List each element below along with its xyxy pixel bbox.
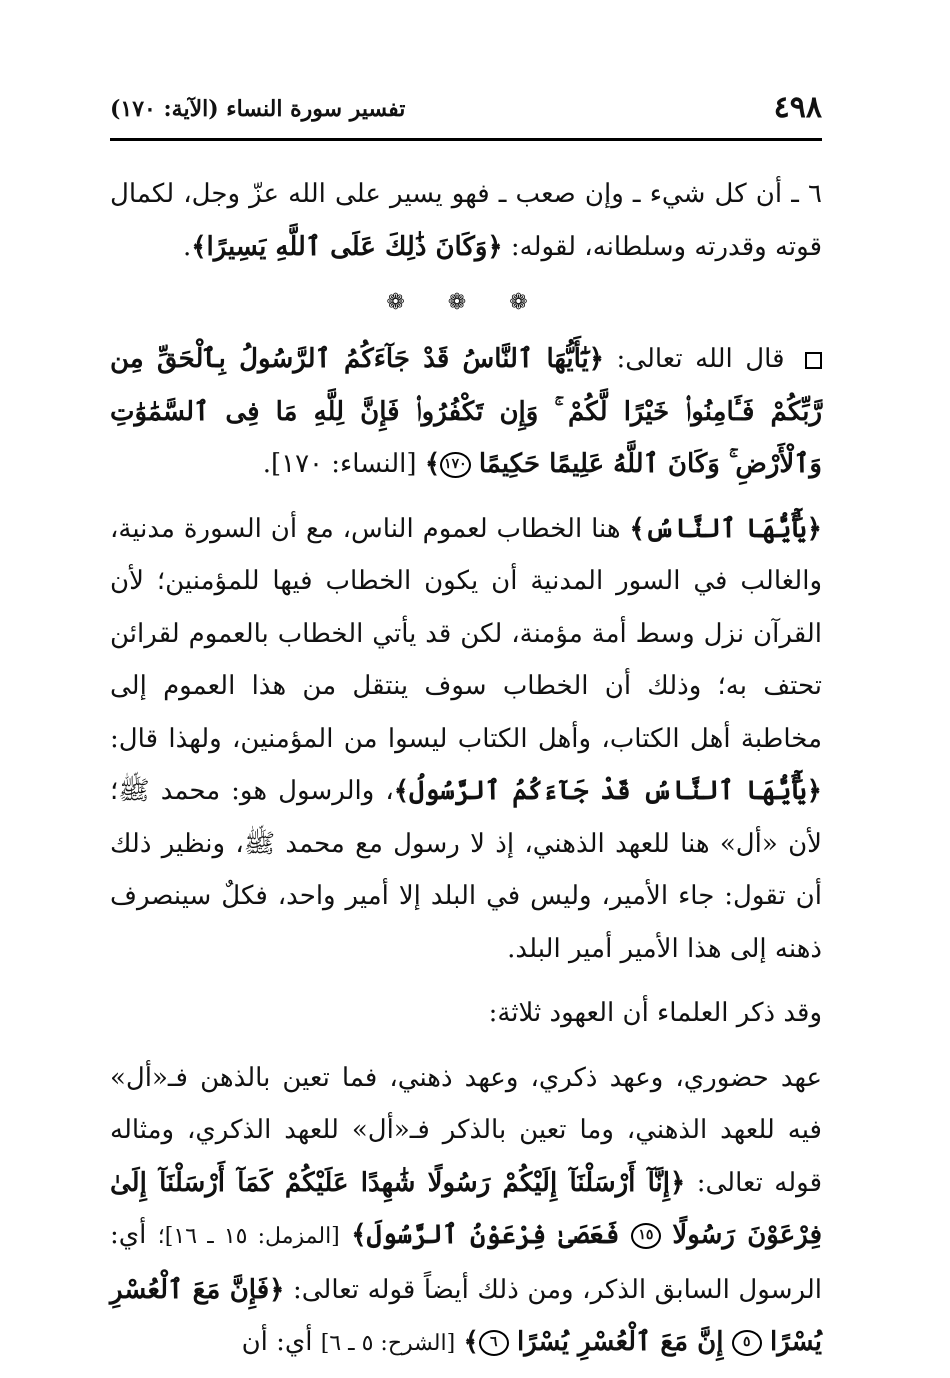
covenants-verse-1: ﴿إِنَّآ أَرْسَلْنَآ إِلَيْكُمْ رَسُولًا شَٰهِدًا عَلَيْكُمْ كَمَآ أَرْسَلْنَآ إِلَىٰ فِرْعَوْنَ رَسُولًا [110,1167,823,1250]
covenants-paragraph [110,1052,822,1371]
square-bullet-icon [805,352,822,369]
point-6-paragraph [110,168,822,273]
covenants-close-bracket: ﴾ [463,1327,479,1357]
point-6-text: ٦ ـ أن كل شيء ـ وإن صعب ـ فهو يسير على الله عزّ وجل، لكمال قوته وقدرته وسلطانه، لقوله: [110,179,822,262]
explanation-verse-1: ﴿يَٰٓأَيُّهَا ٱلنَّاسُ﴾ [629,513,823,544]
quote-intro: قال الله تعالى: [616,344,785,374]
quote-reference: [النساء: ١٧٠]. [262,449,417,479]
ayah-number-marker: ١٧٠ [440,452,471,478]
covenants-reference-2: [الشرح: ٥ ـ ٦] [320,1331,456,1356]
covenants-text-2: أي: الرسول السابق الذكر، ومن ذلك أيضاً قوله تعالى: [110,1220,823,1305]
covenants-verse-2: ﴿فَإِنَّ مَعَ ٱلْعُسْرِ يُسْرًا [110,1274,822,1357]
covenants-reference-1: [المزمل: ١٥ ـ ١٦]؛ [157,1224,340,1249]
section-divider-ornament: ❁ ❁ ❁ [386,290,546,315]
explanation-text-2: ، والرسول هو: محمد ﷺ؛ لأن «أل» هنا للعهد الذهني، إذ لا رسول مع محمد ﷺ، ونظير ذلك أن تقول: جاء الأمير، وليس في البلد إلا أمير واحد، فكلٌ سينصرف ذهنه إلى هذا الأمير أمير البلد. [110,776,822,964]
ayah-number-marker: ١٥ [631,1223,661,1249]
quran-quote-paragraph [110,333,822,491]
ayah-number-marker: ٥ [732,1330,762,1356]
ayah-number-marker: ٦ [479,1330,509,1356]
page-number: ٤٩٨ [773,90,822,125]
explanation-verse-2: ﴿يَٰٓأَيُّهَا ٱلنَّاسُ قَدْ جَآءَكُمُ ٱلرَّسُولُ﴾ [393,776,822,806]
point-6-end: . [182,231,192,262]
running-title: تفسير سورة النساء (الآية: ١٧٠) [110,96,406,122]
quote-verse: ﴿يَٰٓأَيُّهَا ٱلنَّاسُ قَدْ جَآءَكُمُ ٱلرَّسُولُ بِٱلْحَقِّ مِن رَّبِّكُمْ فَـَٔامِنُوا۟ خَيْرًا لَّكُمْ ۚ وَإِن تَكْفُرُوا۟ فَإِنَّ لِلَّهِ مَا فِى ٱلسَّمَٰوَٰتِ وَٱلْأَرْضِ ۚ وَكَانَ ٱللَّهُ عَلِيمًا حَكِيمًا [110,344,822,479]
covenants-intro-paragraph: وقد ذكر العلماء أن العهود ثلاثة: [488,998,822,1028]
covenants-verse-2b: إِنَّ مَعَ ٱلْعُسْرِ يُسْرًا [516,1327,724,1357]
covenants-text-3: أي: أن [241,1327,313,1357]
point-6-verse: ﴿وَكَانَ ذَٰلِكَ عَلَى ٱللَّهِ يَسِيرًا﴾ [191,231,503,262]
covenants-verse-1b: فَعَصَىٰ فِرْعَوْنُ ٱلرَّسُولَ﴾ [351,1220,620,1250]
explanation-paragraph [110,503,822,976]
covenants-text-1: عهد حضوري، وعهد ذكري، وعهد ذهني، فما تعين بالذهن فـ«أل» فيه للعهد الذهني، وما تعين بالذكر فـ«أل» للعهد الذكري، ومثاله قوله تعالى: [110,1062,822,1198]
explanation-text-1: هنا الخطاب لعموم الناس، مع أن السورة مدنية، والغالب في السور المدنية أن يكون الخطاب فيها للمؤمنين؛ لأن القرآن نزل وسط أمة مؤمنة، لكن قد يأتي الخطاب بالعموم لقرائن تحتف به؛ وذلك أن الخطاب سوف ينتقل من هذا العموم إلى مخاطبة أهل الكتاب، وأهل الكتاب ليسوا من المؤمنين، ولهذا قال: [110,513,823,754]
page-header [110,88,822,141]
page-body [110,168,822,1371]
quote-close-bracket: ﴾ [424,449,441,479]
